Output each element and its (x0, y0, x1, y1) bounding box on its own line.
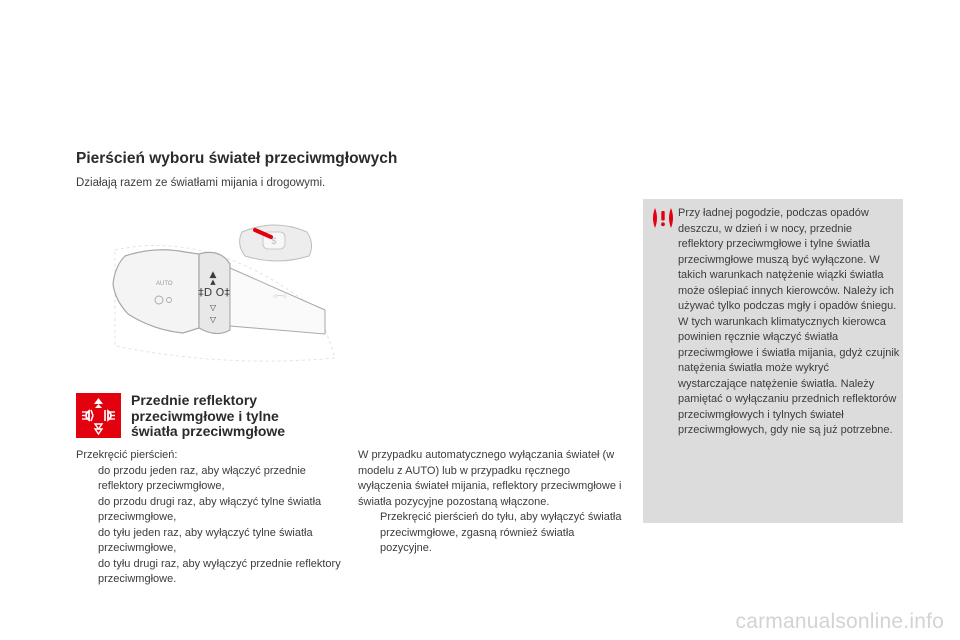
svg-text:▽: ▽ (209, 315, 217, 324)
instructions-intro: Przekręcić pierścień: (76, 449, 178, 461)
list-item-text: do przodu jeden raz, aby włączyć przednie reflektory przeciwmgłowe, (98, 464, 306, 492)
feature-heading (131, 393, 285, 440)
list-item-text: Przekręcić pierścień do tyłu, aby wyłączyć światła przeciwmgłowe, zgasną również światła pozycyjne. (380, 511, 622, 554)
svg-text:▲: ▲ (209, 270, 217, 280)
feature-heading-line: Przednie reflektory (131, 392, 258, 408)
light-stalk-illustration (95, 218, 340, 378)
auto-note-list (358, 510, 626, 557)
section-intro: Działają razem ze światłami mijania i drogowymi. (76, 177, 326, 189)
svg-text:▽: ▽ (209, 303, 217, 312)
list-item (76, 464, 341, 495)
warning-icon (651, 207, 675, 229)
list-item-text: do tyłu jeden raz, aby wyłączyć tylne światła przeciwmgłowe, (98, 526, 313, 554)
section-heading: Pierścień wyboru świateł przeciwmgłowych (76, 150, 398, 167)
watermark: carmanualsonline.info (735, 610, 944, 633)
stalk-diagram (95, 218, 340, 378)
list-item-text: do tyłu drugi raz, aby wyłączyć przednie reflektory przeciwmgłowe. (98, 557, 341, 585)
svg-text:▲: ▲ (210, 278, 216, 286)
feature-heading-line: przeciwmgłowe i tylne (131, 407, 279, 424)
list-item (358, 510, 626, 557)
feature-heading-line: światła przeciwmgłowe (131, 423, 286, 439)
list-item (76, 557, 341, 588)
steering-wheel-locator (240, 225, 312, 261)
auto-note-text: W przypadku automatycznego wyłączania świateł (w modelu z AUTO) lub w przypadku ręcznego wyłączenia świateł mijania, reflektory przeciwmgłowe i światła pozycyjne pozostaną włączone. (358, 449, 622, 508)
svg-text:·○─○: ·○─○ (271, 293, 287, 300)
warning-box (643, 199, 903, 523)
list-item-text: do przodu drugi raz, aby włączyć tylne światła przeciwmgłowe, (98, 495, 322, 523)
stalk-auto-label: AUTO (156, 281, 173, 287)
list-item (76, 495, 341, 526)
fog-lights-icon (76, 393, 121, 438)
warning-text: Przy ładnej pogodzie, podczas opadów deszczu, w dzień i w nocy, przednie reflektory przeciwmgłowe i tylne światła przeciwmgłowe muszą być wyłączone. W takich warunkach natężenie wiązki światła może oślepiać innych kierowców. Należy ich używać tylko podczas mgły i opadów śniegu. W tych warunkach klimatycznych kierowca powinien ręcznie włączyć światła przeciwmgłowe i światła mijania, gdyż czujnik natężenia światła może wykryć wystarczające natężenie światła. Należy pamiętać o wyłączaniu przednich reflektorów przeciwmgłowych i tylnych świateł przeciwmgłowych, gdy nie są już potrzebne. (678, 207, 900, 436)
auto-mode-note (358, 448, 626, 557)
list-item (76, 526, 341, 557)
svg-text:‡D O‡: ‡D O‡ (198, 286, 230, 299)
ring-instructions (76, 448, 341, 588)
svg-text:$: $ (271, 236, 277, 246)
instructions-list (76, 464, 341, 588)
